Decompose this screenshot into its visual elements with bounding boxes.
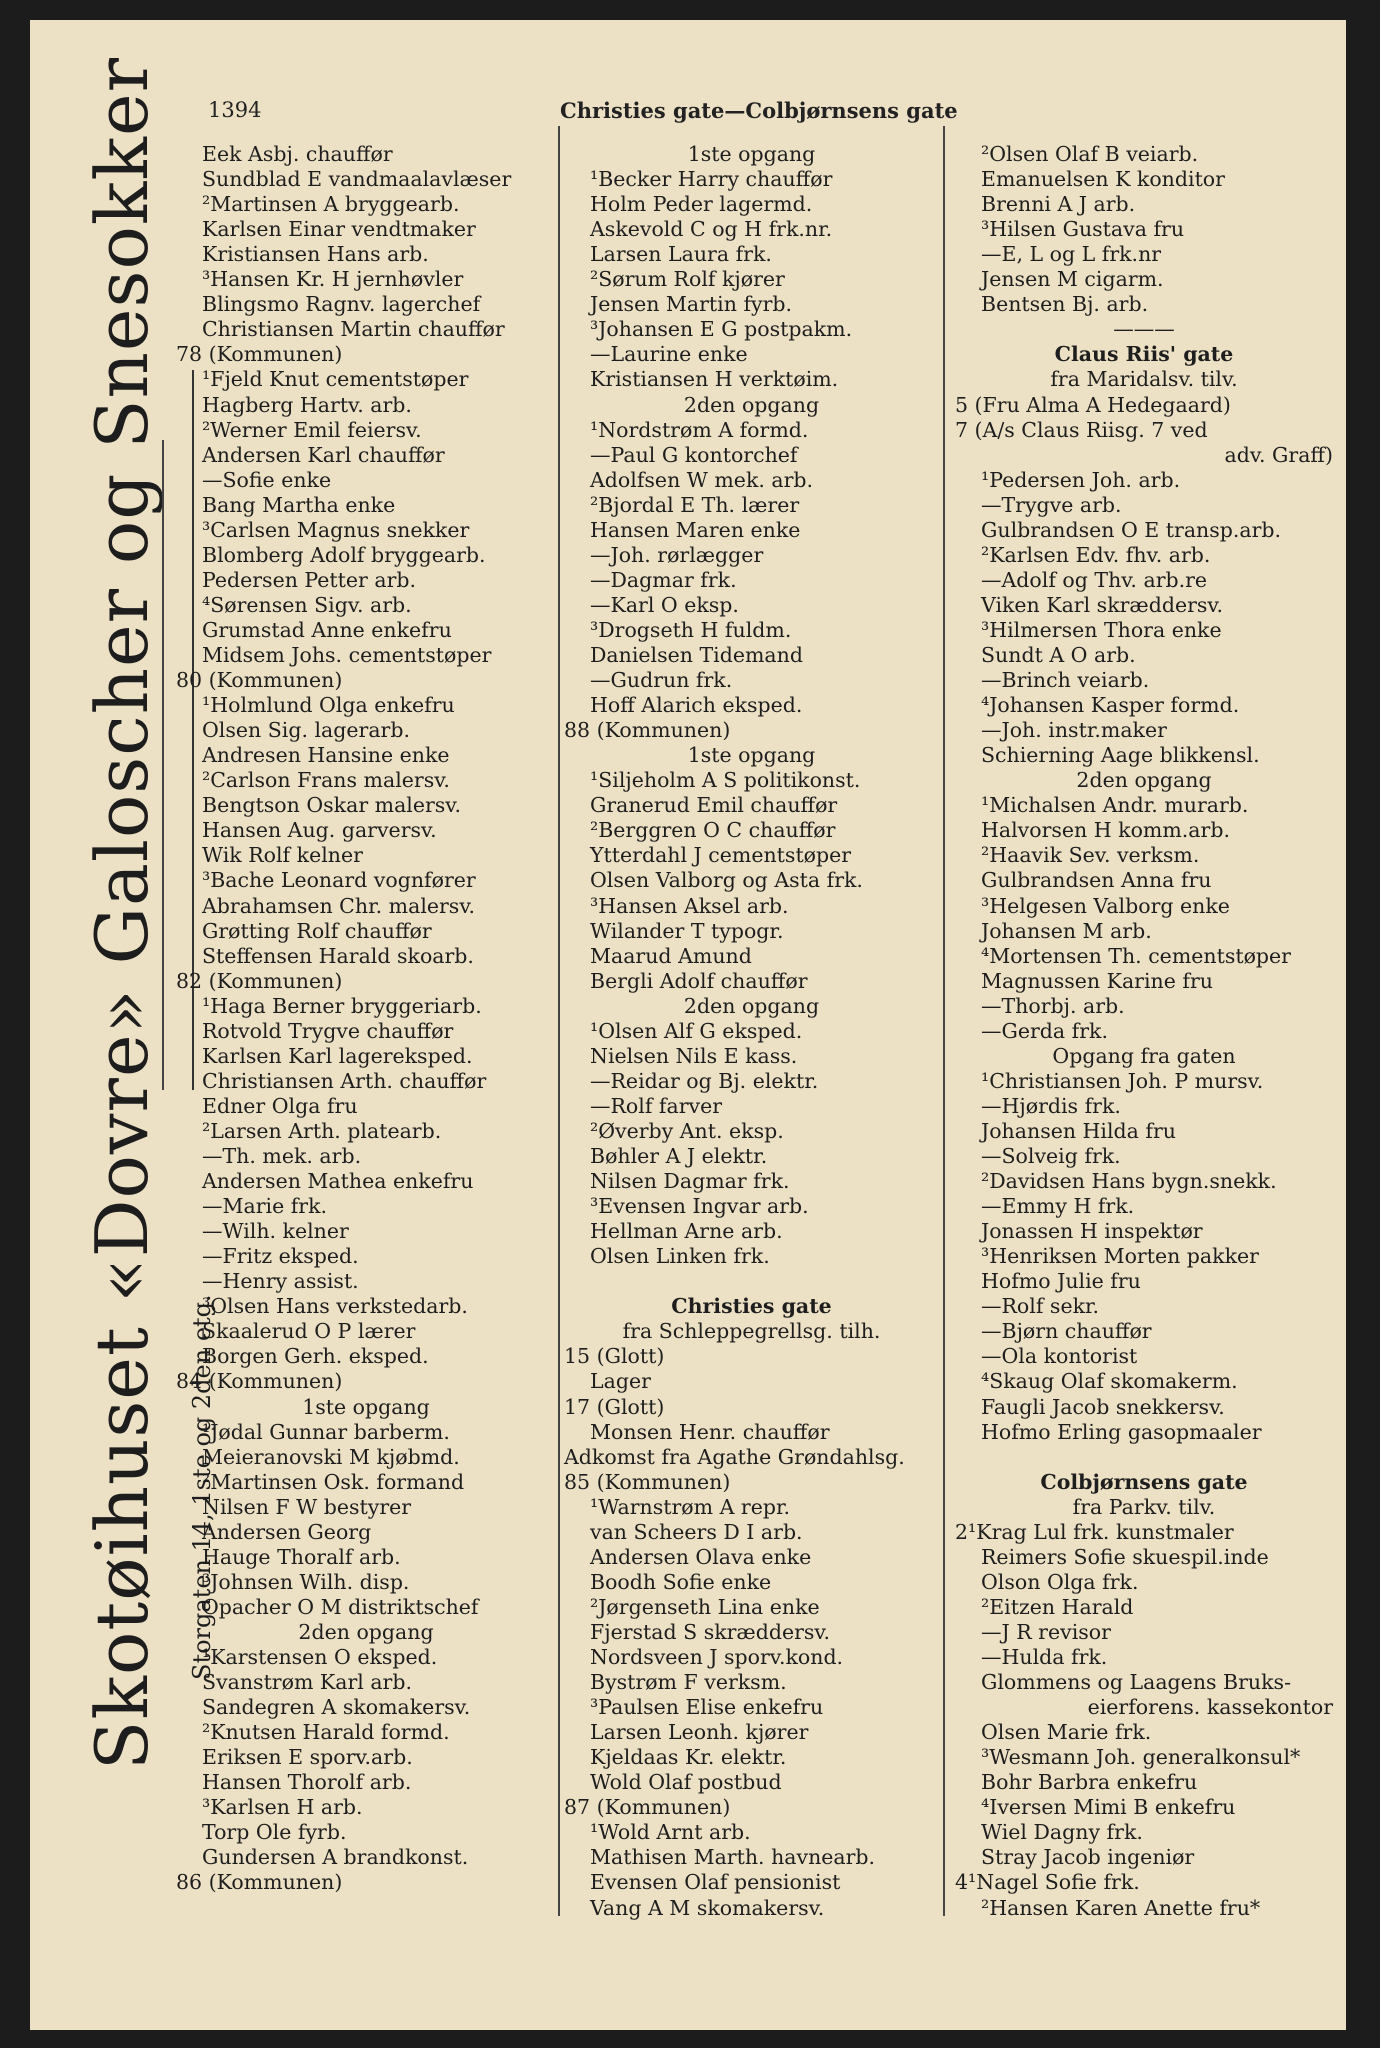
directory-entry: Adolfsen W mek. arb. — [590, 467, 814, 492]
directory-entry: Bohr Barbra enkefru — [981, 1770, 1198, 1795]
directory-entry: 84 (Kommunen) — [176, 1369, 343, 1394]
vertical-advertisement — [80, 56, 216, 1770]
directory-entry: Olsen Sig. lagerarb. — [202, 718, 410, 743]
directory-entry: ³Drogseth H fuldm. — [590, 617, 792, 642]
directory-entry: Borgen Gerh. eksped. — [202, 1344, 429, 1369]
directory-entry: Sundt A O arb. — [981, 643, 1136, 667]
directory-entry: ³Hansen Kr. H jernhøvler — [202, 267, 464, 292]
section-label: 1ste opgang — [687, 743, 816, 768]
directory-entry: Eriksen E sporv.arb. — [202, 1745, 413, 1770]
directory-entry: ⁴Skaug Olaf skomakerm. — [981, 1369, 1238, 1394]
directory-entry: Karlsen Karl lagereksped. — [202, 1043, 473, 1068]
directory-entry: Nielsen Nils E kass. — [590, 1043, 798, 1068]
directory-entry: ³Carlsen Magnus snekker — [202, 517, 470, 542]
directory-entry: Andresen Hansine enke — [202, 743, 450, 768]
section-label: 2den opgang — [683, 392, 820, 417]
directory-entry: ²Øverby Ant. eksp. — [590, 1118, 784, 1143]
directory-entry: Hansen Maren enke — [590, 517, 801, 542]
directory-entry: ²Larsen Arth. platearb. — [202, 1118, 442, 1143]
directory-entry: Grøtting Rolf chauffør — [202, 918, 432, 943]
directory-entry: Nilsen Dagmar frk. — [590, 1169, 790, 1194]
advert-main-text: Skotøihuset «Dovre» Galoscher og Snesokker — [80, 56, 164, 1770]
directory-entry: 87 (Kommunen) — [564, 1795, 731, 1820]
directory-entry: —Dagmar frk. — [590, 567, 737, 592]
directory-entry: Wold Olaf postbud — [590, 1770, 782, 1795]
section-label: fra Schleppegrellsg. tilh. — [622, 1319, 881, 1344]
directory-entry: —Rolf farver — [590, 1093, 723, 1118]
directory-entry: ²Davidsen Hans bygn.snekk. — [981, 1169, 1277, 1194]
directory-entry: ¹Becker Harry chauffør — [590, 167, 833, 192]
directory-entry: ³Olsen Hans verkstedarb. — [202, 1294, 468, 1319]
directory-entry: ²Karlsen Edv. fhv. arb. — [981, 542, 1211, 567]
section-label: 2den opgang — [683, 993, 820, 1018]
directory-entry: Johansen M arb. — [981, 918, 1152, 943]
directory-entry: Bergli Adolf chauffør — [590, 968, 808, 993]
directory-entry: Jensen Martin fyrb. — [590, 292, 793, 317]
section-label: fra Parkv. tilv. — [1072, 1494, 1216, 1519]
street-heading: Colbjørnsens gate — [1040, 1469, 1248, 1494]
directory-entry: Maarud Amund — [590, 943, 752, 968]
directory-entry: Hofmo Erling gasopmaaler — [981, 1419, 1262, 1444]
directory-entry: 5 (Fru Alma A Hedegaard) — [955, 392, 1231, 417]
directory-entry: Jonassen H inspektør — [981, 1219, 1203, 1244]
directory-entry: ³Wesmann Joh. generalkonsul* — [981, 1745, 1301, 1770]
directory-entry: Nordsveen J sporv.kond. — [590, 1645, 844, 1669]
directory-entry: Bentsen Bj. arb. — [981, 292, 1149, 317]
column-divider-1 — [558, 126, 560, 1916]
directory-entry: —Wilh. kelner — [202, 1219, 349, 1244]
directory-entry: Halvorsen H komm.arb. — [981, 818, 1230, 843]
directory-entry: ¹Michalsen Andr. murarb. — [981, 793, 1249, 818]
directory-entry: —Thorbj. arb. — [981, 993, 1125, 1018]
directory-entry: —E, L og L frk.nr — [981, 242, 1162, 267]
directory-entry: Rotvold Trygve chauffør — [202, 1018, 454, 1043]
directory-entry — [955, 1445, 1333, 1470]
directory-entry: Hoff Alarich eksped. — [590, 693, 803, 718]
directory-entry: ¹Wold Arnt arb. — [590, 1820, 751, 1845]
directory-entry: ¹Jødal Gunnar barberm. — [202, 1419, 450, 1444]
directory-entry: ¹Warnstrøm A repr. — [590, 1494, 791, 1519]
directory-entry: ³Henriksen Morten pakker — [981, 1244, 1259, 1269]
directory-entry: Meieranovski M kjøbmd. — [202, 1444, 460, 1469]
directory-entry: —Joh. instr.maker — [981, 718, 1167, 743]
directory-entry: ¹Olsen Alf G eksped. — [590, 1018, 803, 1043]
directory-entry: Andersen Georg — [202, 1519, 372, 1544]
section-label: ——— — [1113, 317, 1175, 342]
directory-entry: 82 (Kommunen) — [176, 968, 343, 993]
directory-entry: —Marie frk. — [202, 1194, 328, 1219]
directory-entry: —Reidar og Bj. elektr. — [590, 1068, 819, 1093]
directory-entry: ¹Karstensen O eksped. — [202, 1645, 438, 1669]
directory-entry: Bystrøm F verksm. — [590, 1670, 787, 1695]
directory-entry: —Adolf og Thv. arb.re — [981, 567, 1208, 592]
directory-entry: ³Paulsen Elise enkefru — [590, 1695, 824, 1720]
directory-entry: 85 (Kommunen) — [564, 1469, 731, 1494]
directory-entry: —Karl O eksp. — [590, 592, 739, 617]
directory-entry: ²Bjordal E Th. lærer — [590, 492, 800, 517]
directory-column-2 — [564, 142, 939, 1922]
directory-entry: Andersen Karl chauffør — [202, 442, 445, 467]
directory-entry: —Trygve arb. — [981, 492, 1122, 517]
directory-entry: —Fritz eksped. — [202, 1244, 359, 1269]
directory-entry: —Henry assist. — [202, 1269, 359, 1294]
directory-entry: Fjerstad S skræddersv. — [590, 1619, 831, 1644]
directory-entry: Olson Olga frk. — [981, 1569, 1139, 1594]
directory-entry: Ytterdahl J cementstøper — [590, 843, 852, 868]
directory-entry: ²Hansen Karen Anette fru* — [981, 1895, 1261, 1920]
directory-entry: ¹Haga Berner bryggeriarb. — [202, 993, 482, 1018]
directory-entry: Wilander T typogr. — [590, 918, 784, 943]
directory-entry: Christiansen Arth. chauffør — [202, 1068, 487, 1093]
directory-entry: Mathisen Marth. havnearb. — [590, 1845, 876, 1870]
directory-entry: Torp Ole fyrb. — [202, 1820, 347, 1845]
directory-entry: 2¹Krag Lul frk. kunstmaler — [955, 1519, 1234, 1544]
directory-entry: Midsem Johs. cementstøper — [202, 643, 492, 667]
directory-entry: Christiansen Martin chauffør — [202, 317, 505, 342]
directory-entry: ²Martinsen A bryggearb. — [202, 192, 460, 217]
directory-entry: Boodh Sofie enke — [590, 1569, 772, 1594]
directory-entry: Emanuelsen K konditor — [981, 167, 1225, 192]
directory-entry: 17 (Glott) — [564, 1394, 665, 1419]
page-header: Christies gate—Colbjørnsens gate — [560, 98, 958, 123]
directory-entry: ²Werner Emil feiersv. — [202, 417, 422, 442]
directory-entry: —Hulda frk. — [981, 1645, 1108, 1669]
directory-entry: Vang A M skomakersv. — [590, 1895, 825, 1920]
directory-entry: Magnussen Karine fru — [981, 968, 1213, 993]
directory-entry: Stray Jacob ingeniør — [981, 1845, 1195, 1870]
directory-entry: Hauge Thoralf arb. — [202, 1544, 401, 1569]
directory-entry: ²Carlson Frans malersv. — [202, 768, 450, 793]
directory-entry: Kristiansen Hans arb. — [202, 242, 429, 267]
directory-entry: Abrahamsen Chr. malersv. — [202, 893, 475, 918]
directory-entry: Monsen Henr. chauffør — [590, 1419, 830, 1444]
directory-entry: ¹Pedersen Joh. arb. — [981, 467, 1181, 492]
directory-entry: Schierning Aage blikkensl. — [981, 743, 1260, 768]
directory-entry: Gundersen A brandkonst. — [202, 1845, 469, 1870]
directory-entry: —Hjørdis frk. — [981, 1093, 1121, 1118]
directory-entry: ²Knutsen Harald formd. — [202, 1720, 450, 1745]
directory-entry: Larsen Laura frk. — [590, 242, 772, 267]
directory-entry: —Gerda frk. — [981, 1018, 1108, 1043]
directory-entry: ¹Siljeholm A S politikonst. — [590, 768, 861, 793]
directory-entry: —Solveig frk. — [981, 1144, 1121, 1168]
directory-entry: eierforens. kassekontor — [1087, 1695, 1333, 1720]
directory-entry: ⁴Mortensen Th. cementstøper — [981, 943, 1291, 968]
directory-entry: Larsen Leonh. kjører — [590, 1720, 809, 1745]
directory-entry: Danielsen Tidemand — [590, 643, 803, 667]
directory-entry: ³Hansen Aksel arb. — [590, 893, 789, 918]
directory-entry: Holm Peder lagermd. — [590, 192, 813, 217]
directory-entry: Grumstad Anne enkefru — [202, 617, 452, 642]
directory-entry: van Scheers D I arb. — [590, 1519, 803, 1544]
directory-entry: ⁴Johansen Kasper formd. — [981, 693, 1240, 718]
directory-entry: 88 (Kommunen) — [564, 718, 731, 743]
directory-entry: ²Berggren O C chauffør — [590, 818, 836, 843]
directory-entry: —Rolf sekr. — [981, 1294, 1100, 1319]
directory-entry: ³Hilmersen Thora enke — [981, 617, 1222, 642]
directory-entry: Bøhler A J elektr. — [590, 1144, 768, 1168]
directory-entry: ²Jørgenseth Lina enke — [590, 1594, 820, 1619]
directory-entry: 7 (A/s Claus Riisg. 7 ved — [955, 417, 1208, 442]
directory-entry: adv. Graff) — [1224, 442, 1333, 467]
directory-entry: Blomberg Adolf bryggearb. — [202, 542, 486, 567]
column-divider-2 — [943, 126, 945, 1916]
directory-entry: Gulbrandsen O E transp.arb. — [981, 517, 1282, 542]
directory-entry: —Brinch veiarb. — [981, 668, 1150, 693]
directory-entry: —Th. mek. arb. — [202, 1144, 362, 1168]
directory-entry: Jensen M cigarm. — [981, 267, 1164, 292]
directory-entry: Eek Asbj. chauffør — [202, 142, 393, 166]
directory-entry: Kjeldaas Kr. elektr. — [590, 1745, 787, 1770]
directory-entry: —Laurine enke — [590, 342, 748, 367]
directory-entry: Hansen Aug. garversv. — [202, 818, 437, 843]
section-label: fra Maridalsv. tilv. — [1050, 367, 1238, 392]
directory-entry: —Joh. rørlægger — [590, 542, 764, 567]
directory-entry: ³Evensen Ingvar arb. — [590, 1194, 809, 1219]
directory-entry: Pedersen Petter arb. — [202, 567, 417, 592]
directory-entry: Hofmo Julie fru — [981, 1269, 1141, 1294]
directory-entry: ²Martinsen Osk. formand — [202, 1469, 465, 1494]
directory-entry: Olsen Linken frk. — [590, 1244, 770, 1269]
directory-entry: Edner Olga fru — [202, 1093, 358, 1118]
directory-entry: Olsen Valborg og Asta frk. — [590, 868, 863, 893]
directory-entry: Kristiansen H verktøim. — [590, 367, 839, 392]
directory-entry: Gulbrandsen Anna fru — [981, 868, 1212, 893]
directory-entry: —Emmy H frk. — [981, 1194, 1135, 1219]
directory-entry: Hansen Thorolf arb. — [202, 1770, 412, 1795]
directory-entry: Johansen Hilda fru — [981, 1118, 1177, 1143]
directory-entry: ²Eitzen Harald — [981, 1594, 1134, 1619]
directory-entry: —Ola kontorist — [981, 1344, 1138, 1369]
directory-entry: ³Bache Leonard vognfører — [202, 868, 476, 893]
directory-entry: Sandegren A skomakersv. — [202, 1695, 471, 1720]
section-label: 1ste opgang — [302, 1394, 430, 1419]
directory-entry: Svanstrøm Karl arb. — [202, 1670, 412, 1695]
directory-entry: Hellman Arne arb. — [590, 1219, 783, 1244]
directory-entry: ¹Christiansen Joh. P mursv. — [981, 1068, 1264, 1093]
directory-entry: Steffensen Harald skoarb. — [202, 943, 474, 968]
directory-entry: Blingsmo Ragnv. lagerchef — [202, 292, 481, 317]
directory-page — [30, 20, 1346, 2030]
directory-entry: Glommens og Laagens Bruks- — [981, 1670, 1291, 1695]
section-label: Opgang fra gaten — [1052, 1043, 1236, 1068]
section-label: 1ste opgang — [687, 142, 816, 166]
directory-entry: Bengtson Oskar malersv. — [202, 793, 461, 818]
directory-entry: ³Johnsen Wilh. disp. — [202, 1569, 410, 1594]
directory-entry: —J R revisor — [981, 1619, 1111, 1644]
directory-column-3 — [955, 142, 1333, 1922]
directory-entry: 80 (Kommunen) — [176, 668, 343, 693]
advert-sub-text: Storgaten 14, 1ste og 2den etg. — [188, 1294, 216, 1680]
directory-entry: Karlsen Einar vendtmaker — [202, 217, 476, 242]
section-label: 2den opgang — [1076, 768, 1212, 793]
directory-entry: —Paul G kontorchef — [590, 442, 798, 467]
directory-entry: ²Haavik Sev. verksm. — [981, 843, 1200, 868]
directory-column-1 — [176, 142, 556, 1922]
street-heading: Claus Riis' gate — [1054, 342, 1234, 367]
directory-entry: 78 (Kommunen) — [176, 342, 343, 367]
directory-entry: 15 (Glott) — [564, 1344, 665, 1369]
directory-entry: Lager — [590, 1369, 651, 1394]
directory-entry: Opacher O M distriktschef — [202, 1594, 479, 1619]
directory-entry: ³Johansen E G postpakm. — [590, 317, 853, 342]
directory-entry: Nilsen F W bestyrer — [202, 1494, 412, 1519]
directory-entry: Hagberg Hartv. arb. — [202, 392, 412, 417]
directory-entry: Adkomst fra Agathe Grøndahlsg. — [564, 1444, 905, 1469]
directory-entry: ³Helgesen Valborg enke — [981, 893, 1230, 918]
directory-entry: —Bjørn chauffør — [981, 1319, 1152, 1344]
directory-entry: ²Sørum Rolf kjører — [590, 267, 785, 292]
directory-entry: Andersen Mathea enkefru — [202, 1169, 474, 1194]
directory-entry: Askevold C og H frk.nr. — [590, 217, 833, 242]
directory-entry: ¹Fjeld Knut cementstøper — [202, 367, 469, 392]
directory-entry: 4¹Nagel Sofie frk. — [955, 1870, 1140, 1895]
directory-entry: Olsen Marie frk. — [981, 1720, 1152, 1745]
street-heading: Christies gate — [671, 1294, 832, 1319]
directory-entry: ³Karlsen H arb. — [202, 1795, 363, 1820]
directory-entry: ³Hilsen Gustava fru — [981, 217, 1185, 242]
directory-entry: Evensen Olaf pensionist — [590, 1870, 841, 1895]
directory-entry: ²Olsen Olaf B veiarb. — [981, 142, 1199, 166]
section-label: 2den opgang — [298, 1619, 434, 1644]
directory-entry: Faugli Jacob snekkersv. — [981, 1394, 1225, 1419]
directory-entry — [564, 1269, 939, 1294]
directory-entry: —Gudrun frk. — [590, 668, 733, 693]
directory-entry: ¹Nordstrøm A formd. — [590, 417, 809, 442]
directory-entry: Wik Rolf kelner — [202, 843, 363, 868]
directory-entry: 86 (Kommunen) — [176, 1870, 343, 1895]
directory-entry: Brenni A J arb. — [981, 192, 1136, 217]
directory-entry: Andersen Olava enke — [590, 1544, 812, 1569]
directory-entry: Reimers Sofie skuespil.inde — [981, 1544, 1269, 1569]
advert-divider-line — [162, 440, 164, 1090]
directory-entry: Wiel Dagny frk. — [981, 1820, 1143, 1845]
directory-entry: Granerud Emil chauffør — [590, 793, 838, 818]
directory-entry: ⁴Sørensen Sigv. arb. — [202, 592, 412, 617]
directory-entry: —Sofie enke — [202, 467, 332, 492]
directory-entry: Skaalerud O P lærer — [202, 1319, 416, 1344]
page-number: 1394 — [208, 98, 262, 122]
directory-entry: Viken Karl skræddersv. — [981, 592, 1224, 617]
directory-entry: ⁴Iversen Mimi B enkefru — [981, 1795, 1236, 1820]
directory-entry: ¹Holmlund Olga enkefru — [202, 693, 455, 718]
directory-entry: Bang Martha enke — [202, 492, 396, 517]
directory-entry: Sundblad E vandmaalavlæser — [202, 167, 512, 192]
